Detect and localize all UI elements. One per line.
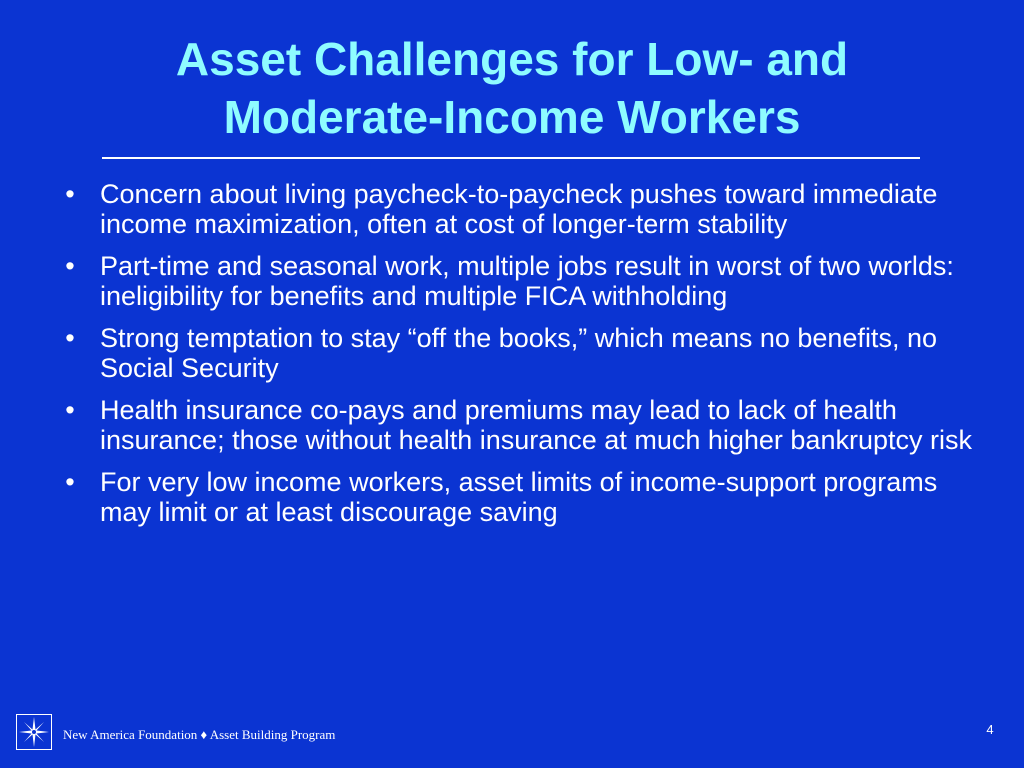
bullet-dot: • (65, 467, 75, 497)
compass-star-icon (16, 714, 52, 750)
slide-title-line-1: Asset Challenges for Low- and (175, 33, 849, 85)
bullet-list (60, 179, 980, 539)
page-number: 4 (986, 722, 994, 737)
bullet-text: Part-time and seasonal work, multiple jobs result in worst of two worlds: ineligibility for benefits and multiple FICA withholding (100, 251, 954, 311)
bullet-item (60, 395, 980, 455)
bullet-dot: • (65, 323, 75, 353)
bullet-dot: • (65, 251, 75, 281)
title-underline (102, 157, 920, 159)
footer-text: New America Foundation ♦ Asset Building Program (63, 727, 336, 742)
bullet-item (60, 323, 980, 383)
bullet-text: Concern about living paycheck-to-paycheck pushes toward immediate income maximization, often at cost of longer-term stability (100, 179, 938, 239)
bullet-item (60, 179, 980, 239)
bullet-dot: • (65, 179, 75, 209)
slide-title-line-2: Moderate-Income Workers (223, 91, 801, 143)
bullet-text: Strong temptation to stay “off the books,” which means no benefits, no Social Security (100, 323, 937, 383)
bullet-dot: • (65, 395, 75, 425)
bullet-item (60, 251, 980, 311)
slide-title (0, 30, 1024, 146)
bullet-text: For very low income workers, asset limits of income-support programs may limit or at least discourage saving (100, 467, 938, 527)
bullet-text: Health insurance co-pays and premiums may lead to lack of health insurance; those without health insurance at much higher bankruptcy risk (100, 395, 972, 455)
bullet-item (60, 467, 980, 527)
